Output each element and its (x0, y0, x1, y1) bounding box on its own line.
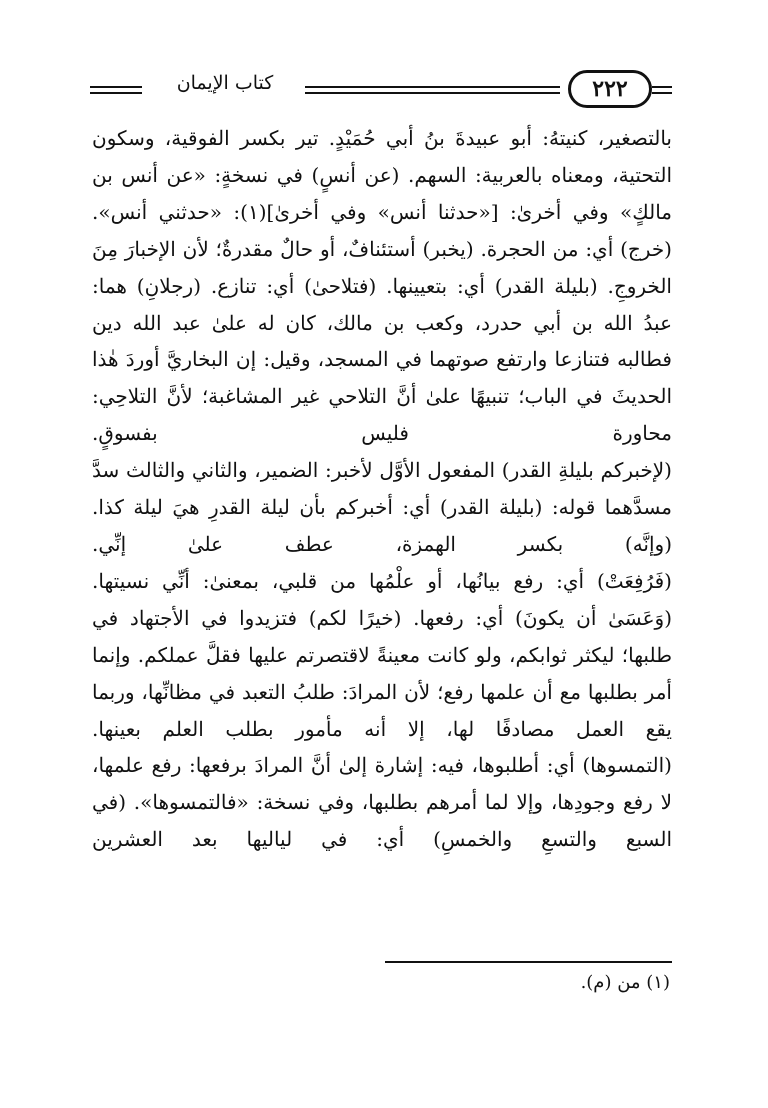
page-number: ٢٢٢ (568, 70, 652, 108)
book-title: كتاب الإيمان (176, 72, 274, 94)
footnote: (١) من (م). (580, 972, 670, 993)
page-header (90, 68, 672, 108)
header-rule-middle (305, 86, 560, 94)
paragraph: (فَرُفِعَتْ) أي: رفع بيانُها، أو علْمُها من قلبي، بمعنىٰ: أنِّي نسيتها. (وَعَسَىٰ أن يكونَ) أي: رفعها. (خيرًا لكم) فتزيدوا في الأجتهاد في طلبها؛ ليكثر ثوابكم، ولو كانت معينةً لاقتصرتم عليها فقلَّ عملكم. وإنما أمر بطلبها مع أن علمها رفع؛ لأن المرادَ: طلبُ التعبد في مظانِّها، وربما يقع العمل مصادفًا لها، إلا أنه مأمور بطلب العلم بعينها. (92, 568, 672, 741)
footnote-separator (385, 961, 672, 963)
paragraph: (لإخبركم بليلةِ القدر) المفعول الأوَّل لأخبر: الضمير، والثاني والثالث سدَّ مسدَّهما قوله: (بليلة القدر) أي: أخبركم بأن ليلة القدرِ هيَ ليلة كذا. (وإنَّه) بكسر الهمزة، عطف علىٰ إنِّي. (92, 458, 672, 556)
paragraph: (التمسوها) أي: أطلبوها، فيه: إشارة إلىٰ أنَّ المرادَ برفعها: رفع علمها، لا رفع وجودِها، وإلا لما أمرهم بطلبها، وفي نسخة: «فالتمسوها». (في السبع والتسعِ والخمسِ) أي: في لياليها بعد العشرين (92, 753, 672, 852)
main-text (92, 120, 672, 858)
header-rule-right (652, 86, 672, 94)
header-rule-left (90, 86, 142, 94)
paragraph: بالتصغير، كنيتهُ: أبو عبيدةَ بنُ أبي حُمَيْدٍ. تير بكسر الفوقية، وسكون التحتية، ومعناه بالعربية: السهم. (عن أنسٍ) في نسخةٍ: «عن أنس بن مالكٍ» وفي أخرىٰ: [«حدثنا أنس» وفي أخرىٰ](١): «حدثني أنس». (92, 126, 672, 224)
paragraph: (خرج) أي: من الحجرة. (يخبر) أستئنافٌ، أو حالٌ مقدرةٌ؛ لأن الإخبارَ مِنَ الخروجِ. (بليلة القدر) أي: بتعيينها. (فتلاحىٰ) أي: تنازع. (رجلانِ) هما: عبدُ الله بن أبي حدرد، وكعب بن مالك، كان له علىٰ عبد الله دين فطالبه فتنازعا وارتفع صوتهما في المسجد، وقيل: إن البخاريَّ أوردَ هٰذا الحديثَ في الباب؛ تنبيهًا علىٰ أنَّ التلاحي غير المشاغبة؛ لأنَّ التلاحِي: محاورة فليس بفسوقٍ. (92, 236, 672, 446)
